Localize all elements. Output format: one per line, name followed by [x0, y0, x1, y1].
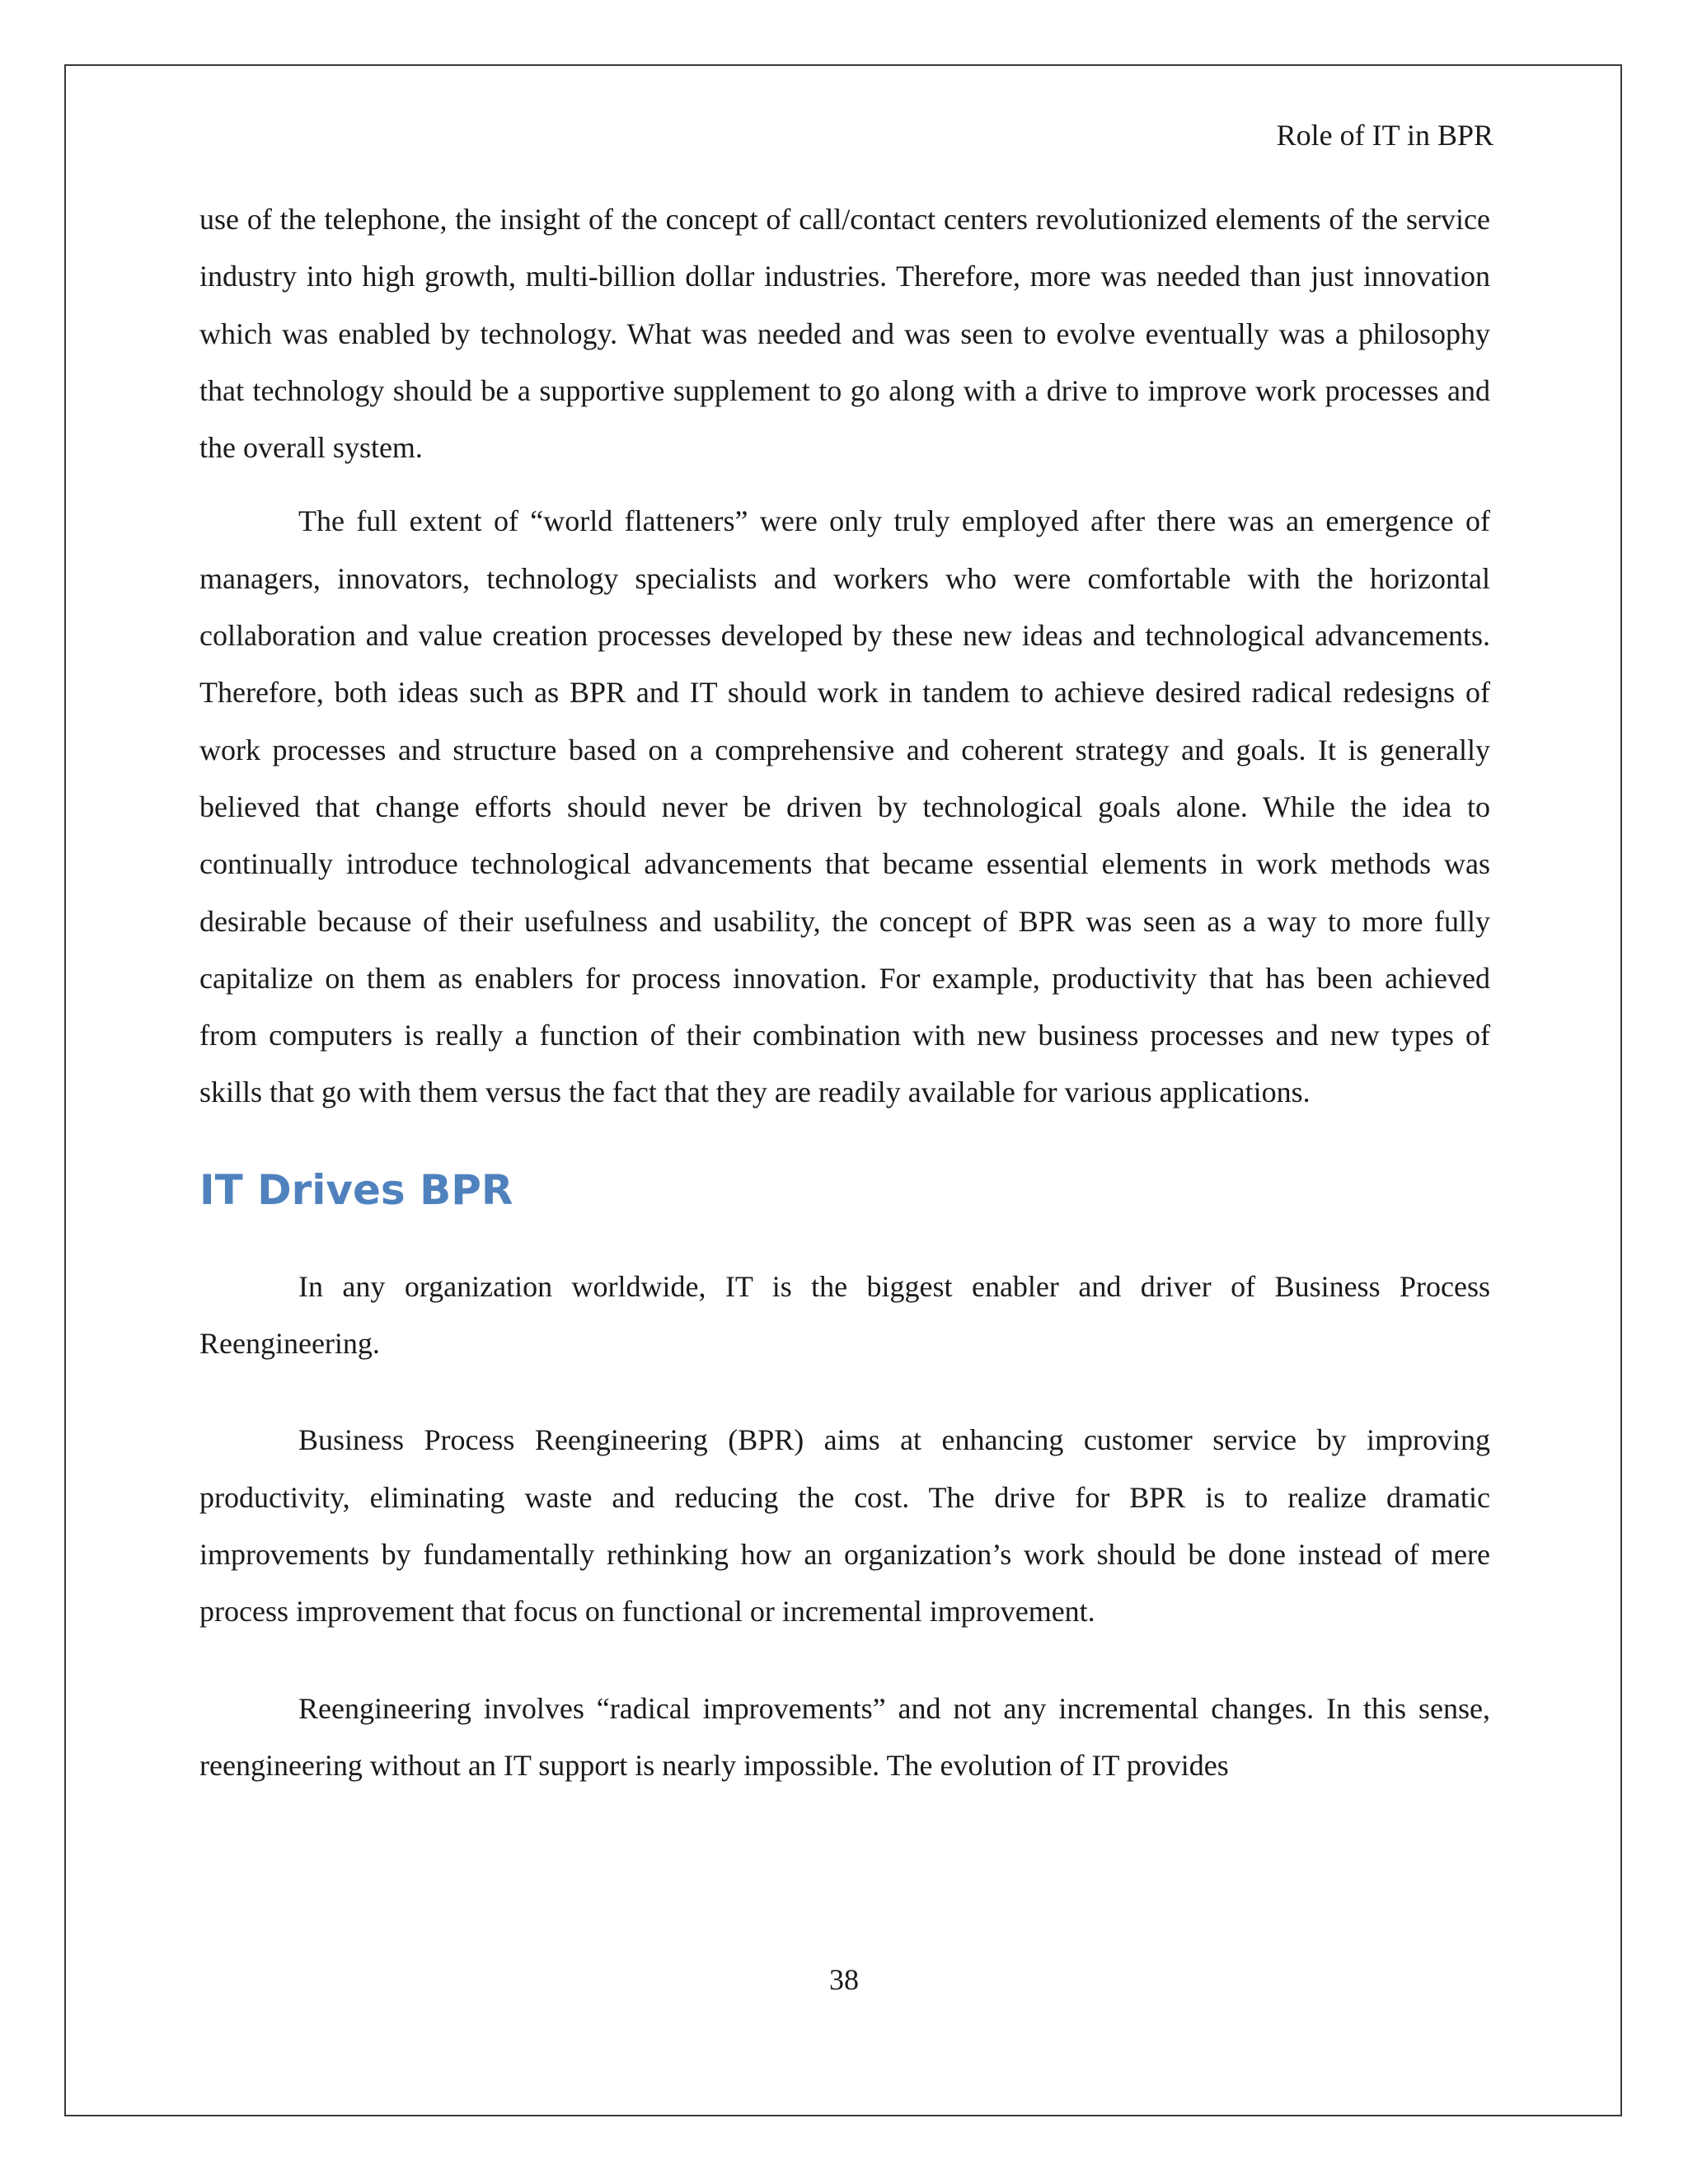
- body-paragraph-4: Business Process Reengineering (BPR) aims at enhancing customer service by improving productivity, eliminating waste and reducing the cost. The drive for BPR is to realize dramatic improvements by fundamentally rethinking how an organization’s work should be done instead of mere process improvement that focus on functional or incremental improvement.: [199, 1423, 1490, 1629]
- body-paragraph-5: Reengineering involves “radical improvements” and not any incremental changes. In this sense, reengineering without an IT support is nearly impossible. The evolution of IT provides: [199, 1691, 1490, 1782]
- running-header: Role of IT in BPR: [1276, 119, 1493, 152]
- page-number: 38: [829, 1963, 859, 1996]
- section-heading: IT Drives BPR: [199, 1165, 513, 1214]
- page-content: [199, 191, 1490, 1794]
- body-paragraph-2: The full extent of “world flatteners” were only truly employed after there was an emergence of managers, innovators, technology specialists and workers who were comfortable with the horizontal collaboration and value creation processes developed by these new ideas and technological advancements. Therefore, both ideas such as BPR and IT should work in tandem to achieve desired radical redesigns of work processes and structure based on a comprehensive and coherent strategy and goals. It is generally believed that change efforts should never be driven by technological goals alone. While the idea to continually introduce technological advancements that became essential elements in work methods was desirable because of their usefulness and usability, the concept of BPR was seen as a way to more fully capitalize on them as enablers for process innovation. For example, productivity that has been achieved from computers is really a function of their combination with new business processes and new types of skills that go with them versus the fact that they are readily available for various applications.: [199, 504, 1490, 1109]
- body-paragraph-3: In any organization worldwide, IT is the biggest enabler and driver of Business Process Reengineering.: [199, 1269, 1490, 1361]
- body-paragraph-1: use of the telephone, the insight of the concept of call/contact centers revolutionized elements of the service industry into high growth, multi-billion dollar industries. Therefore, more was needed than just innovation which was enabled by technology. What was needed and was seen to evolve eventually was a philosophy that technology should be a supportive supplement to go along with a drive to improve work processes and the overall system.: [199, 203, 1490, 465]
